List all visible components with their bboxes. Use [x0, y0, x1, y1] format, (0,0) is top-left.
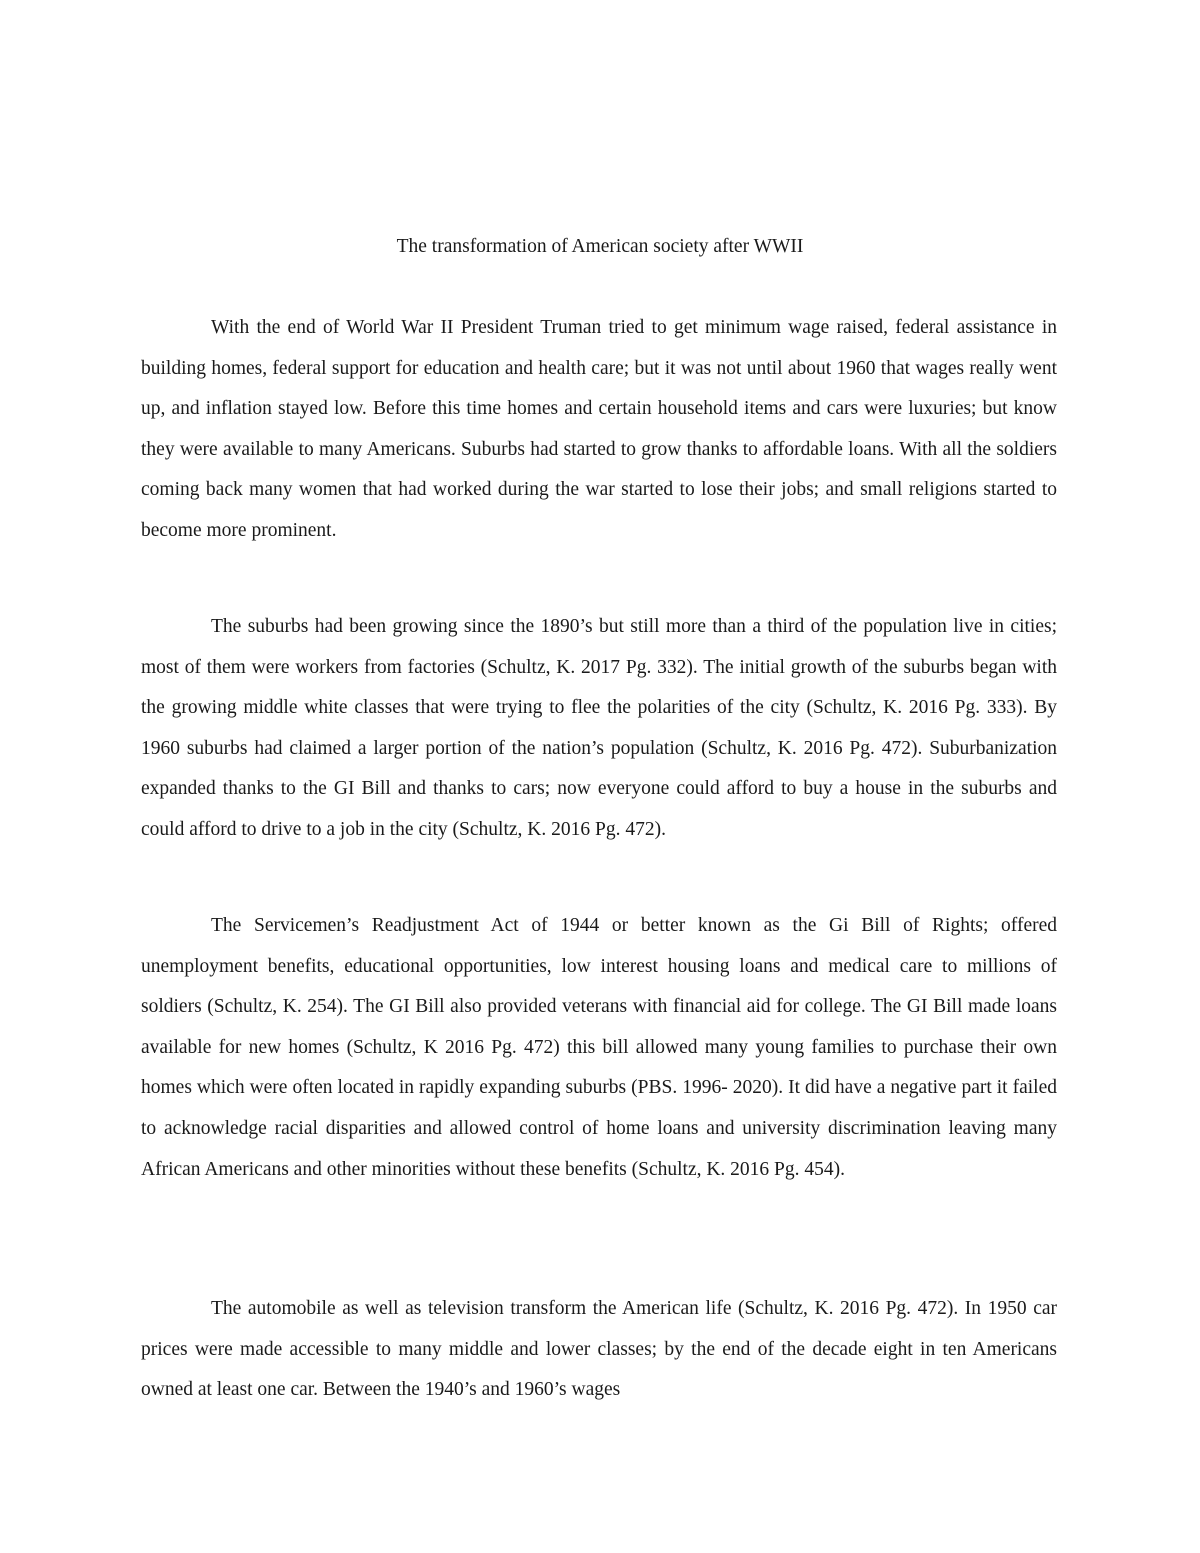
paragraph-automobile-television: The automobile as well as television transform the American life (Schultz, K. 2016 Pg. 472). In 1950 car prices were made accessible to many middle and lower classes; by the end of the decade eight in ten Americans owned at least one car. Between the 1940’s and 1960’s wages	[141, 1298, 1057, 1401]
paragraph-truman-postwar: With the end of World War II President Truman tried to get minimum wage raised, federal assistance in building homes, federal support for education and health care; but it was not until about 1960 that wages really went up, and inflation stayed low. Before this time homes and certain household items and cars were luxuries; but know they were available to many Americans. Suburbs had started to grow thanks to affordable loans. With all the soldiers coming back many women that had worked during the war started to lose their jobs; and small religions started to become more prominent.	[141, 317, 1057, 541]
paragraph-suburbs-growth: The suburbs had been growing since the 1890’s but still more than a third of the population live in cities; most of them were workers from factories (Schultz, K. 2017 Pg. 332). The initial growth of the suburbs began with the growing middle white classes that were trying to flee the polarities of the city (Schultz, K. 2016 Pg. 333). By 1960 suburbs had claimed a larger portion of the nation’s population (Schultz, K. 2016 Pg. 472). Suburbanization expanded thanks to the GI Bill and thanks to cars; now everyone could afford to buy a house in the suburbs and could afford to drive to a job in the city (Schultz, K. 2016 Pg. 472).	[141, 616, 1057, 840]
document-title: The transformation of American society after WWII	[396, 236, 804, 257]
paragraph-gi-bill: The Servicemen’s Readjustment Act of 1944 or better known as the Gi Bill of Rights; offered unemployment benefits, educational opportunities, low interest housing loans and medical care to millions of soldiers (Schultz, K. 254). The GI Bill also provided veterans with financial aid for college. The GI Bill made loans available for new homes (Schultz, K 2016 Pg. 472) this bill allowed many young families to purchase their own homes which were often located in rapidly expanding suburbs (PBS. 1996- 2020). It did have a negative part it failed to acknowledge racial disparities and allowed control of home loans and university discrimination leaving many African Americans and other minorities without these benefits (Schultz, K. 2016 Pg. 454).	[141, 915, 1057, 1180]
